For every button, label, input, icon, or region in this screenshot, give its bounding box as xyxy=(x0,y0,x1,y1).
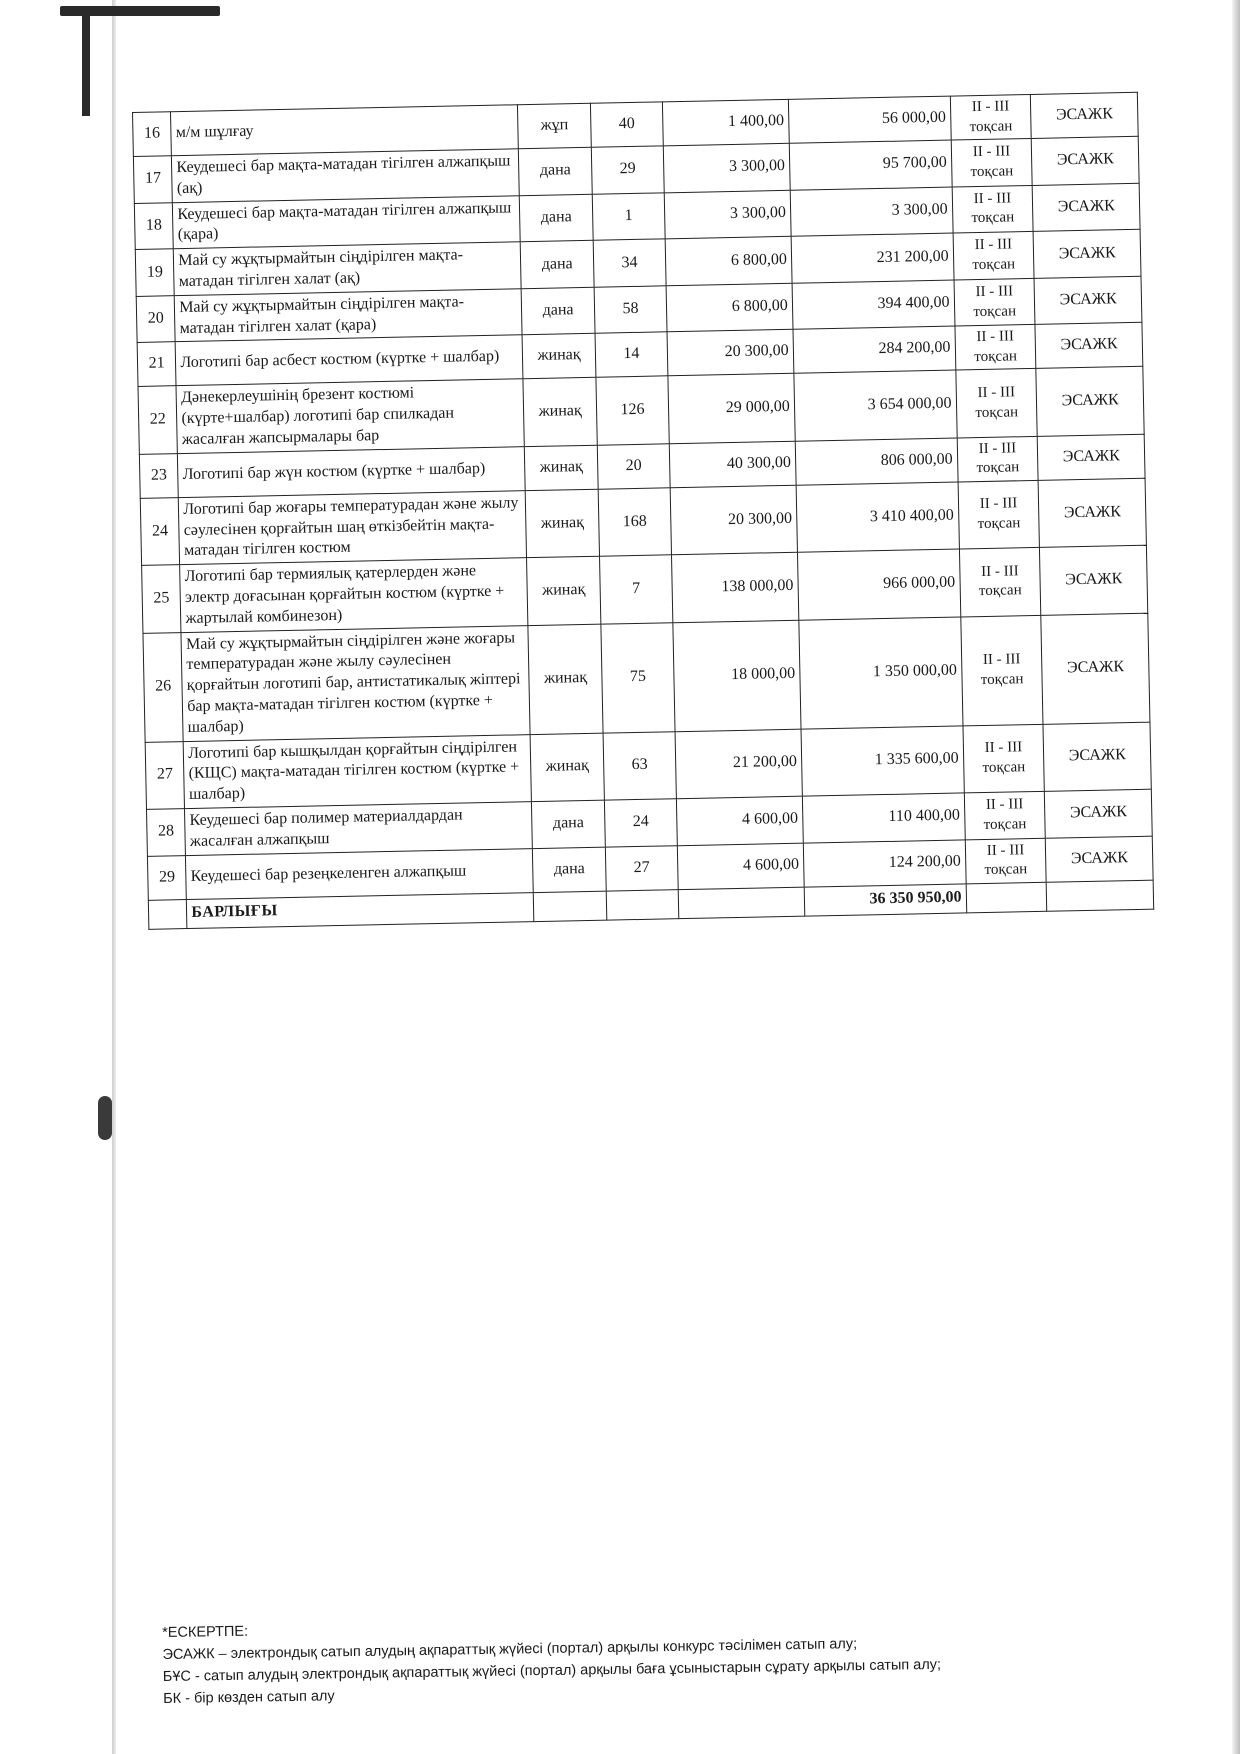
line-total: 394 400,00 xyxy=(792,280,955,330)
delivery-period: II - III тоқсан xyxy=(964,791,1046,839)
unit-of-measure: жинақ xyxy=(527,556,601,625)
item-name: Кеудешесі бар мақта-матадан тігілген алжапқыш (ақ) xyxy=(172,149,520,203)
item-name: Кеудешесі бар резеңкеленген алжапқыш xyxy=(186,848,534,899)
quantity: 29 xyxy=(591,146,664,194)
delivery-period: II - III тоқсан xyxy=(959,548,1041,617)
unit-of-measure: жинақ xyxy=(528,624,603,734)
procurement-method: ЭСАЖК xyxy=(1043,722,1151,792)
delivery-period: II - III тоқсан xyxy=(951,138,1033,186)
unit-price: 40 300,00 xyxy=(669,441,795,488)
total-empty-period xyxy=(966,882,1047,913)
quantity: 34 xyxy=(593,239,666,287)
footnote-bus: БҰС - сатып алудың электрондық ақпараттық жүйесі (портал) арқылы баға ұсыныстарын сұрату арқылы сатып алу; xyxy=(162,1656,942,1685)
unit-price: 6 800,00 xyxy=(666,283,793,332)
total-empty-price xyxy=(678,887,804,919)
unit-of-measure: жұп xyxy=(518,103,591,148)
quantity: 1 xyxy=(592,192,665,240)
delivery-period: II - III тоқсан xyxy=(958,480,1040,549)
delivery-period: II - III тоқсан xyxy=(953,232,1035,280)
unit-price: 3 300,00 xyxy=(663,143,790,192)
line-total: 231 200,00 xyxy=(791,233,954,283)
line-total: 124 200,00 xyxy=(803,839,966,886)
item-name: Май су жұқтырмайтын сіңдірілген және жоғары температурадан және жылу сәулесінен қорғайтын логотипі бар, антистатикалық жіптері бар мақта-матадан тігілген костюм (күртке + шалбар) xyxy=(181,625,530,741)
line-total: 1 335 600,00 xyxy=(801,725,964,796)
unit-of-measure: дана xyxy=(521,240,594,288)
delivery-period: II - III тоқсан xyxy=(955,369,1037,438)
scan-right-edge xyxy=(1232,0,1240,1754)
item-name: Дәнекерлеушінің брезент костюмі (күрте+шалбар) логотипі бар спилкадан жасалған жапсырмалары бар xyxy=(176,379,524,453)
unit-price: 3 300,00 xyxy=(664,190,791,239)
unit-price: 1 400,00 xyxy=(663,99,789,146)
unit-price: 29 000,00 xyxy=(668,374,795,444)
item-name: Кеудешесі бар мақта-матадан тігілген алжапқыш (қара) xyxy=(173,195,521,249)
quantity: 14 xyxy=(595,332,668,377)
procurement-method: ЭСАЖК xyxy=(1046,836,1153,882)
row-number: 21 xyxy=(137,342,176,387)
total-empty-unit xyxy=(534,891,607,921)
row-number: 16 xyxy=(133,112,172,157)
procurement-table-container xyxy=(132,92,1154,930)
delivery-period: II - III тоқсан xyxy=(955,325,1037,371)
row-number: 22 xyxy=(138,386,178,454)
unit-price: 138 000,00 xyxy=(672,552,799,622)
unit-of-measure: жинақ xyxy=(523,378,597,447)
table-row xyxy=(143,613,1150,742)
procurement-method: ЭСАЖК xyxy=(1039,478,1147,548)
total-value: 36 350 950,00 xyxy=(804,883,966,915)
procurement-table xyxy=(132,92,1154,930)
row-number: 25 xyxy=(142,565,182,633)
procurement-method: ЭСАЖК xyxy=(1034,229,1141,278)
line-total: 806 000,00 xyxy=(795,438,958,485)
procurement-method: ЭСАЖК xyxy=(1038,434,1145,480)
item-name: Логотипі бар жоғары температурадан және жылу сәулесінен қорғайтын шаң өткізбейтін мақта-матадан тігілген костюм xyxy=(179,490,527,564)
total-empty-num xyxy=(148,899,187,929)
row-number: 24 xyxy=(140,497,180,565)
procurement-method: ЭСАЖК xyxy=(1033,183,1140,232)
item-name: Логотипі бар асбест костюм (күртке + шалбар) xyxy=(175,335,523,386)
procurement-method: ЭСАЖК xyxy=(1032,136,1139,185)
scan-left-edge xyxy=(112,0,116,1754)
delivery-period: II - III тоқсан xyxy=(954,278,1036,326)
delivery-period: II - III тоқсан xyxy=(965,838,1047,884)
row-number: 29 xyxy=(147,855,186,900)
unit-of-measure: жинақ xyxy=(522,334,595,379)
delivery-period: II - III тоқсан xyxy=(952,185,1034,233)
unit-price: 20 300,00 xyxy=(670,485,797,555)
line-total: 3 654 000,00 xyxy=(794,370,957,441)
delivery-period: II - III тоқсан xyxy=(960,615,1043,726)
line-total: 284 200,00 xyxy=(793,326,956,373)
footnote-bk: БК - бір көзден сатып алу xyxy=(163,1688,335,1707)
row-number: 19 xyxy=(135,249,174,296)
unit-of-measure: жинақ xyxy=(526,489,600,558)
scan-artifact-tick xyxy=(82,6,90,116)
footnote-esazhk: ЭСАЖК – электрондық сатып алудың ақпараттық жүйесі (портал) арқылы конкурс тәсілімен сатып алу; xyxy=(162,1636,858,1663)
unit-of-measure: жинақ xyxy=(525,445,598,490)
procurement-method: ЭСАЖК xyxy=(1041,613,1150,724)
row-number: 26 xyxy=(143,632,183,742)
quantity: 40 xyxy=(590,102,663,147)
item-name: Логотипі бар кышқылдан қорғайтын сіңдірілген (КЩС) мақта-матадан тігілген костюм (күртке + шалбар) xyxy=(183,734,531,808)
unit-of-measure: дана xyxy=(533,847,606,892)
quantity: 58 xyxy=(594,286,667,334)
procurement-method: ЭСАЖК xyxy=(1040,545,1148,615)
row-number: 27 xyxy=(145,741,185,809)
line-total: 3 410 400,00 xyxy=(796,482,959,553)
delivery-period: II - III тоқсан xyxy=(950,94,1032,140)
delivery-period: II - III тоқсан xyxy=(957,436,1039,482)
line-total: 95 700,00 xyxy=(789,140,952,190)
total-empty-method xyxy=(1047,880,1154,911)
total-label: БАРЛЫҒЫ xyxy=(187,892,535,928)
unit-price: 20 300,00 xyxy=(667,330,793,377)
quantity: 63 xyxy=(603,731,677,800)
quantity: 24 xyxy=(604,799,677,847)
punch-hole-mark xyxy=(98,1096,112,1140)
item-name: Логотипі бар термиялық қатерлерден және электр доғасынан қорғайтын костюм (күртке + жартылай комбинезон) xyxy=(180,558,528,632)
unit-of-measure: дана xyxy=(521,287,594,335)
line-total: 56 000,00 xyxy=(788,96,951,143)
quantity: 75 xyxy=(601,622,676,732)
unit-of-measure: дана xyxy=(519,147,592,195)
unit-of-measure: дана xyxy=(532,800,605,848)
item-name: Май су жұқтырмайтын сіңдірілген мақта-матадан тігілген халат (қара) xyxy=(175,288,523,342)
quantity: 168 xyxy=(598,488,672,557)
row-number: 23 xyxy=(139,453,178,498)
quantity: 126 xyxy=(596,376,670,445)
delivery-period: II - III тоқсан xyxy=(963,724,1045,793)
row-number: 17 xyxy=(133,156,172,203)
line-total: 3 300,00 xyxy=(790,187,953,237)
quantity: 7 xyxy=(599,555,673,624)
quantity: 27 xyxy=(605,845,678,890)
quantity: 20 xyxy=(597,444,670,489)
item-name: Кеудешесі бар полимер материалдардан жасалған алжапқыш xyxy=(185,802,533,856)
line-total: 1 350 000,00 xyxy=(799,617,963,729)
footnotes xyxy=(162,1607,1123,1710)
row-number: 28 xyxy=(146,809,185,856)
procurement-method: ЭСАЖК xyxy=(1035,323,1142,369)
unit-of-measure: жинақ xyxy=(530,733,604,802)
unit-price: 4 600,00 xyxy=(677,843,803,890)
procurement-method: ЭСАЖК xyxy=(1045,789,1152,838)
unit-of-measure: дана xyxy=(520,194,593,242)
unit-price: 21 200,00 xyxy=(675,729,802,799)
line-total: 966 000,00 xyxy=(797,549,960,620)
table-body xyxy=(133,92,1154,929)
item-name: м/м шұлғау xyxy=(171,105,519,156)
line-total: 110 400,00 xyxy=(802,793,965,843)
unit-price: 6 800,00 xyxy=(665,236,792,285)
procurement-method: ЭСАЖК xyxy=(1035,276,1142,325)
footnote-title: *ЕСКЕРТПЕ: xyxy=(162,1623,249,1641)
item-name: Логотипі бар жүн костюм (күртке + шалбар) xyxy=(178,446,526,497)
row-number: 18 xyxy=(134,202,173,249)
row-number: 20 xyxy=(136,295,175,342)
unit-price: 18 000,00 xyxy=(673,620,801,731)
procurement-method: ЭСАЖК xyxy=(1031,92,1138,138)
procurement-method: ЭСАЖК xyxy=(1036,367,1144,437)
item-name: Май су жұқтырмайтын сіңдірілген мақта-матадан тігілген халат (ақ) xyxy=(174,242,522,296)
unit-price: 4 600,00 xyxy=(677,796,804,845)
total-empty-qty xyxy=(606,889,679,919)
